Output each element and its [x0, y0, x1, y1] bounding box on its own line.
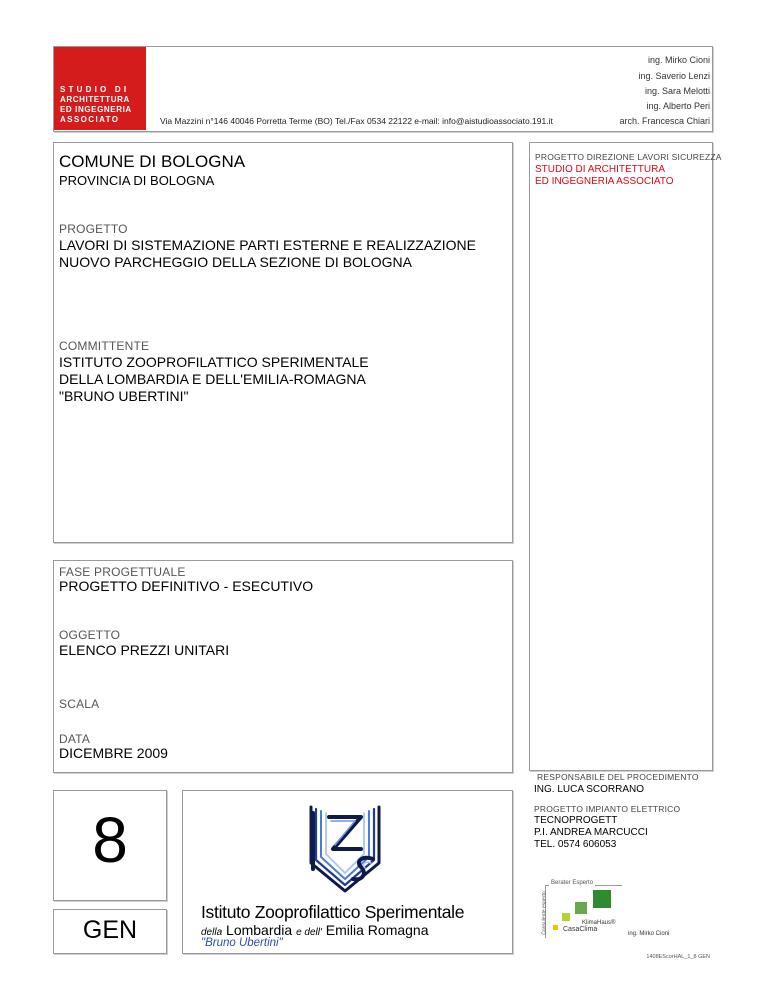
impianto-label: PROGETTO IMPIANTO ELETTRICO [534, 804, 681, 814]
izs-region-big: Emilia Romagna [325, 922, 429, 938]
studio-address: Via Mazzini n°146 40046 Porretta Terme (BO) Tel./Fax 0534 22122 e-mail: info@aistudioassociato.191.it [160, 116, 553, 126]
progetto-line: NUOVO PARCHEGGIO DELLA SEZIONE DI BOLOGNA [59, 254, 412, 270]
logo-line: ASSOCIATO [60, 115, 120, 124]
engineer-name: ing. Saverio Lenzi [638, 71, 710, 81]
responsabile-value: ING. LUCA SCORRANO [534, 784, 645, 795]
izs-region-big: Lombardia [226, 922, 293, 938]
logo-line: ED INGEGNERIA [60, 105, 132, 114]
direzione-line: STUDIO DI ARCHITETTURA [535, 164, 666, 175]
client-logo-box [182, 790, 513, 954]
committente-line: DELLA LOMBARDIA E DELL'EMILIA-ROMAGNA [59, 371, 366, 387]
izs-motto: "Bruno Ubertini" [201, 937, 283, 949]
direzione-value [535, 164, 674, 188]
oggetto-label: OGGETTO [59, 628, 121, 642]
casaclima-badge [537, 880, 627, 938]
side-info-box [529, 142, 722, 771]
yellow-square-icon [553, 925, 558, 930]
green-square-icon [562, 913, 570, 921]
committente-line: ISTITUTO ZOOPROFILATTICO SPERIMENTALE [59, 354, 369, 370]
izs-region-small: della [201, 927, 223, 938]
impianto-line: P.I. ANDREA MARCUCCI [534, 827, 648, 838]
phase-box [53, 560, 513, 773]
engineer-name: arch. Francesca Chiari [619, 116, 710, 126]
oggetto-value: ELENCO PREZZI UNITARI [59, 642, 230, 658]
committente-label: COMMITTENTE [59, 339, 150, 353]
direzione-label: PROGETTO DIREZIONE LAVORI SICUREZZA [535, 152, 722, 162]
committente-description [59, 354, 369, 405]
fase-value: PROGETTO DEFINITIVO - ESECUTIVO [59, 578, 314, 594]
studio-logo [54, 47, 146, 130]
izs-name: Istituto Zooprofilattico Sperimentale [201, 902, 465, 922]
badge-brand: KlimaHaus® [582, 920, 616, 926]
progetto-line: LAVORI DI SISTEMAZIONE PARTI ESTERNE E REALIZZAZIONE [59, 237, 476, 253]
doc-number: 8 [92, 804, 128, 876]
scala-label: SCALA [59, 697, 100, 711]
green-square-icon [575, 902, 587, 914]
izs-region [201, 922, 429, 938]
data-label: DATA [59, 732, 91, 746]
file-code: 1408EScorHAL_1_8 GEN [646, 954, 710, 960]
izs-logo-icon [305, 803, 385, 895]
badge-title: Berater Esperto [551, 880, 594, 886]
badge-brand: CasaClima [563, 926, 598, 933]
progetto-label: PROGETTO [59, 222, 128, 236]
impianto-value [534, 815, 648, 851]
direzione-line: ED INGEGNERIA ASSOCIATO [535, 176, 674, 187]
engineer-name: ing. Alberto Peri [646, 101, 710, 111]
engineer-name: ing. Mirko Cioni [647, 55, 710, 65]
doc-code-box [53, 909, 167, 954]
green-square-icon [593, 890, 611, 908]
impianto-line: TEL. 0574 606053 [534, 839, 617, 850]
fase-label: FASE PROGETTUALE [59, 565, 186, 579]
comune-title: COMUNE DI BOLOGNA [59, 152, 246, 171]
progetto-description [59, 237, 476, 271]
responsabile-label: RESPONSABILE DEL PROCEDIMENTO [537, 772, 699, 782]
data-value: DICEMBRE 2009 [59, 745, 168, 761]
badge-signature: ing. Mirko Cioni [628, 931, 670, 937]
engineer-name: ing. Sara Melotti [644, 86, 710, 96]
logo-line: ARCHITETTURA [60, 95, 130, 104]
doc-code: GEN [82, 916, 138, 944]
logo-line: STUDIO DI [60, 85, 130, 94]
impianto-line: TECNOPROGETT [534, 815, 618, 826]
doc-number-box [53, 790, 167, 901]
provincia: PROVINCIA DI BOLOGNA [59, 173, 215, 188]
committente-line: "BRUNO UBERTINI" [59, 388, 189, 404]
project-info-box [53, 142, 513, 543]
izs-region-small: e dell' [296, 927, 322, 938]
badge-vertical: Consulente esperto [541, 891, 548, 935]
